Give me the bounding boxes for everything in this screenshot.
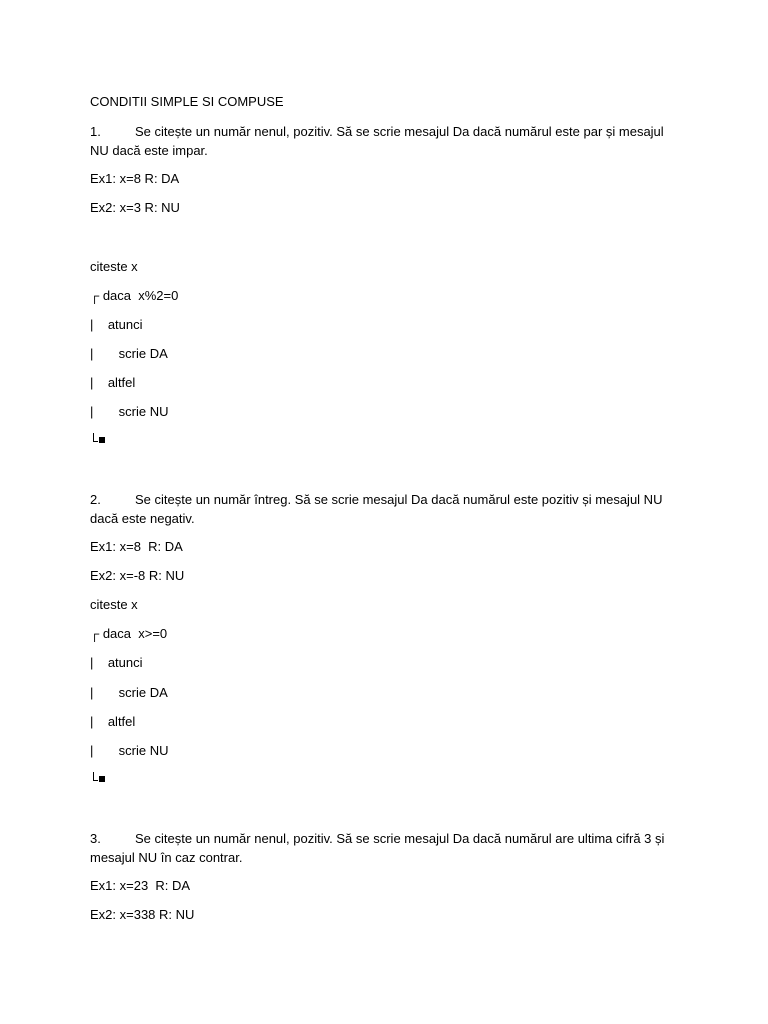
- problem-3-example-1: Ex1: x=23 R: DA: [90, 878, 191, 893]
- problem-3-text: Se citește un număr nenul, pozitiv. Să se scrie mesajul Da dacă numărul are ultima cifră 3 și mesajul NU în caz contrar.: [90, 831, 665, 865]
- problem-1-code-line: citeste x: [90, 259, 138, 274]
- problem-1-example-2: Ex2: x=3 R: NU: [90, 200, 180, 215]
- problem-1-code-line: | scrie NU: [90, 404, 169, 419]
- problem-1-number: 1.: [90, 124, 101, 139]
- block-end-icon: [90, 432, 106, 446]
- problem-1-code-line: ┌ daca x%2=0: [90, 288, 179, 303]
- problem-2-code-line: ┌ daca x>=0: [90, 626, 168, 641]
- problem-2-code-line: | scrie DA: [90, 685, 168, 700]
- problem-2-statement: [90, 490, 680, 528]
- problem-2-code-line: | altfel: [90, 714, 136, 729]
- problem-2-code-line: | scrie NU: [90, 743, 169, 758]
- problem-1-statement: [90, 122, 680, 160]
- problem-2-example-1: Ex1: x=8 R: DA: [90, 539, 183, 554]
- block-end-icon: [90, 771, 106, 785]
- problem-3-number: 3.: [90, 831, 101, 846]
- problem-3-example-2: Ex2: x=338 R: NU: [90, 907, 195, 922]
- problem-2-code-line: citeste x: [90, 597, 138, 612]
- problem-1-code-line: | altfel: [90, 375, 136, 390]
- problem-2-text: Se citește un număr întreg. Să se scrie mesajul Da dacă numărul este pozitiv și mesajul NU dacă este negativ.: [90, 492, 663, 526]
- problem-1-example-1: Ex1: x=8 R: DA: [90, 171, 180, 186]
- problem-2-number: 2.: [90, 492, 101, 507]
- document-title: CONDITII SIMPLE SI COMPUSE: [90, 94, 284, 109]
- problem-1-code-line: | scrie DA: [90, 346, 168, 361]
- problem-2-code-line: | atunci: [90, 655, 143, 670]
- problem-3-statement: [90, 829, 680, 867]
- problem-2-example-2: Ex2: x=-8 R: NU: [90, 568, 185, 583]
- problem-1-text: Se citește un număr nenul, pozitiv. Să se scrie mesajul Da dacă numărul este par și mesajul NU dacă este impar.: [90, 124, 664, 158]
- problem-1-code-line: | atunci: [90, 317, 143, 332]
